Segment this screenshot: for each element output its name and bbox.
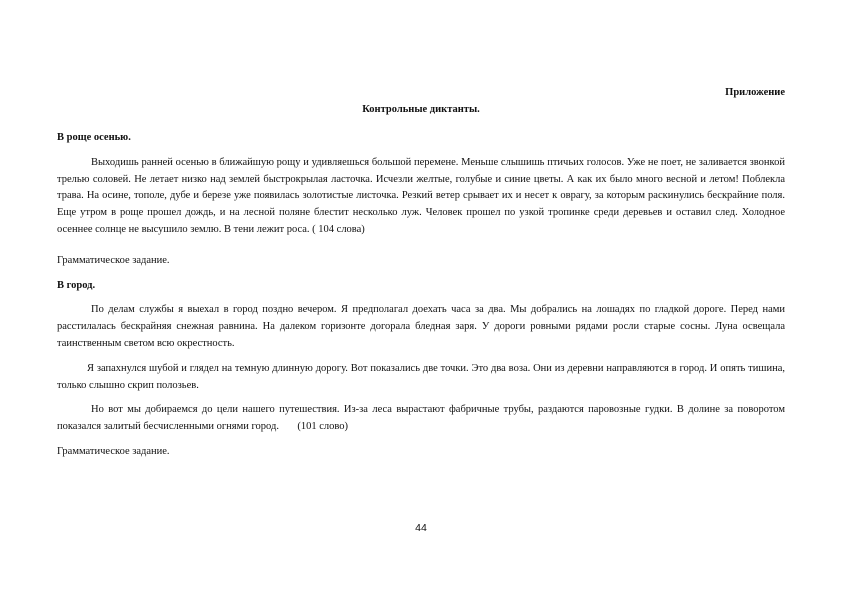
section1-heading: В роще осенью. <box>57 132 131 143</box>
section2-paragraph-2: Я запахнулся шубой и глядел на темную длинную дорогу. Вот показались две точки. Это два воза. Они из деревни направляются в город. И опять тишина, только слышно скрип полозьев. <box>57 362 785 391</box>
section1-grammar-task: Грамматическое задание. <box>57 254 170 266</box>
appendix-label: Приложение <box>725 87 785 98</box>
section2-grammar-task: Грамматическое задание. <box>57 445 170 457</box>
section2-paragraph-1: По делам службы я выехал в город поздно вечером. Я предполагал доехать часа за два. Мы добрались на лошадях по гладкой дороге. Перед нами расстилалась бескрайняя снежная равнина. На далеком горизонте догорала бледная заря. У дороги ровными рядами росли старые сосны. Луна освещала таинственным светом всю окрестность. <box>57 304 785 349</box>
page-number: 44 <box>415 522 427 534</box>
section2-heading: В город. <box>57 279 96 291</box>
document-body <box>57 130 788 469</box>
section2-paragraph-3: Но вот мы добираемся до цели нашего путешествия. Из-за леса вырастают фабричные трубы, раздаются паровозные гудки. В долине за поворотом показался залитый бесчисленными огнями город. (101 слово) <box>57 404 788 433</box>
section1-paragraph: Выходишь ранней осенью в ближайшую рощу и удивляешься большой перемене. Меньше слышишь птичьих голосов. Уже не поет, не заливается звонкой трелью соловей. Не летает низко над землей быстрокрылая ласточка. Исчезли желтые, голубые и синие цветы. А как их было много весной и летом! Поблекла трава. На осине, тополе, дубе и березе уже появилась золотистые листочка. Резкий ветер срывает их и несет к оврагу, за которым раскинулись бескрайние поля. Еще утром в роще прошел дождь, и на лесной поляне блестит несколько луж. Человек прошел по узкой тропинке среди деревьев и оставил след. Холодное осеннее солнце не высушило землю. В тени лежит роса. ( 104 слова) <box>57 156 785 235</box>
document-title: Контрольные диктанты. <box>362 104 480 115</box>
